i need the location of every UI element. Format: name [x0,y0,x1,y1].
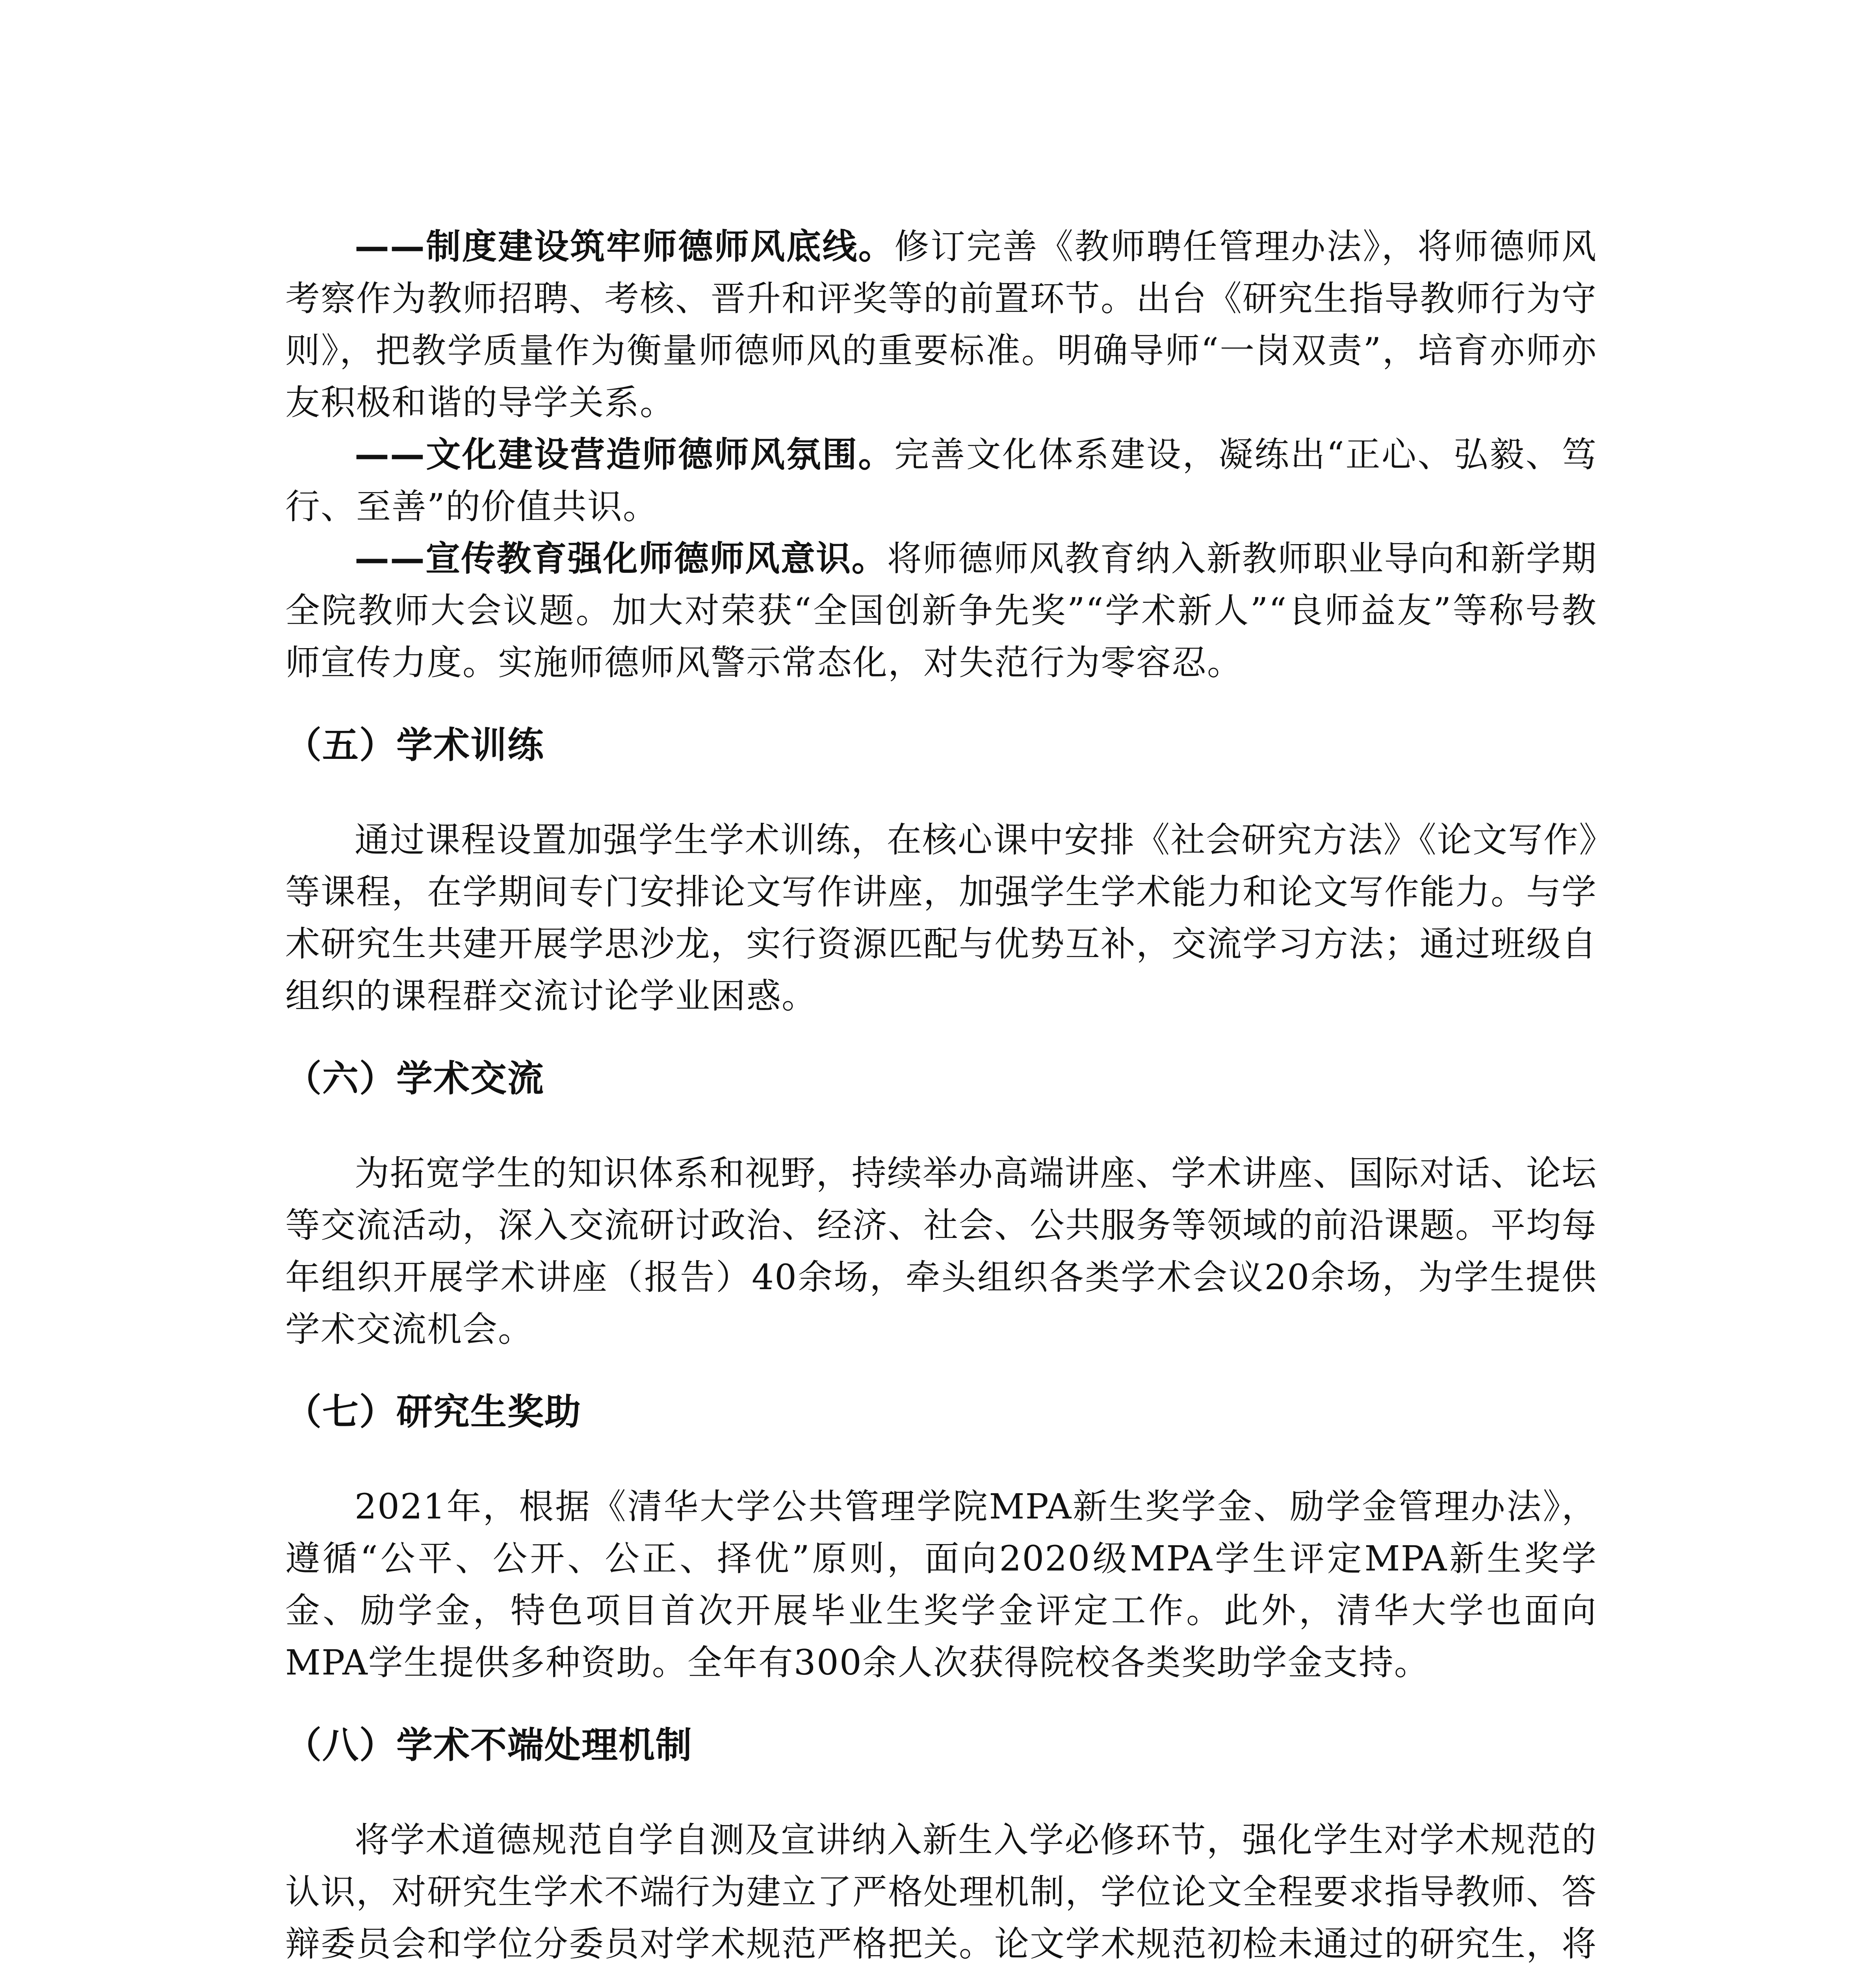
paragraph-lead: ——制度建设筑牢师德师风底线。 [355,226,895,267]
paragraph-system-building [285,221,1597,429]
section-body-academic-exchange: 为拓宽学生的知识体系和视野，持续举办高端讲座、学术讲座、国际对话、论坛等交流活动，深入交流研讨政治、经济、社会、公共服务等领域的前沿课题。平均每年组织开展学术讲座（报告）40余场，牵头组织各类学术会议20余场，为学生提供学术交流机会。 [285,1153,1597,1349]
paragraph-publicity-education [285,533,1597,689]
section-heading-academic-exchange: （六）学术交流 [285,1057,545,1100]
paragraph-lead: ——文化建设营造师德师风氛围。 [355,434,894,475]
section-heading-scholarships: （七）研究生奖助 [285,1391,582,1433]
section-heading-misconduct-handling: （八）学术不端处理机制 [285,1724,693,1766]
section-heading-academic-training: （五）学术训练 [285,724,545,766]
paragraph-lead: ——宣传教育强化师德师风意识。 [355,538,887,579]
paragraph-text: 将师德师风教育纳入新教师职业导向和新学期全院教师大会议题。加大对荣获“全国创新争先奖”“学术新人”“良师益友”等称号教师宣传力度。实施师德师风警示常态化，对失范行为零容忍。 [285,538,1597,683]
paragraph-text: 修订完善《教师聘任管理办法》，将师德师风考察作为教师招聘、考核、晋升和评奖等的前置环节。出台《研究生指导教师行为守则》，把教学质量作为衡量师德师风的重要标准。明确导师“一岗双责”，培育亦师亦友积极和谐的导学关系。 [285,226,1597,423]
paragraph-text: 完善文化体系建设，凝练出“正心、弘毅、笃行、至善”的价值共识。 [285,434,1597,527]
section-body-misconduct-handling: 将学术道德规范自学自测及宣讲纳入新生入学必修环节，强化学生对学术规范的认识，对研究生学术不端行为建立了严格处理机制，学位论文全程要求指导教师、答辩委员会和学位分委员对学术规范严格把关。论文学术规范初检未通过的研究生，将 [285,1819,1597,1964]
page-content [285,221,1597,1970]
section-body-academic-training: 通过课程设置加强学生学术训练，在核心课中安排《社会研究方法》《论文写作》等课程，在学期间专门安排论文写作讲座，加强学生学术能力和论文写作能力。与学术研究生共建开展学思沙龙，实行资源匹配与优势互补，交流学习方法；通过班级自组织的课程群交流讨论学业困惑。 [285,820,1597,1016]
section-body-scholarships: 2021年，根据《清华大学公共管理学院MPA新生奖学金、励学金管理办法》，遵循“公平、公开、公正、择优”原则，面向2020级MPA学生评定MPA新生奖学金、励学金，特色项目首次开展毕业生奖学金评定工作。此外，清华大学也面向MPA学生提供多种资助。全年有300余人次获得院校各类奖助学金支持。 [285,1486,1597,1683]
paragraph-culture-building [285,429,1597,533]
